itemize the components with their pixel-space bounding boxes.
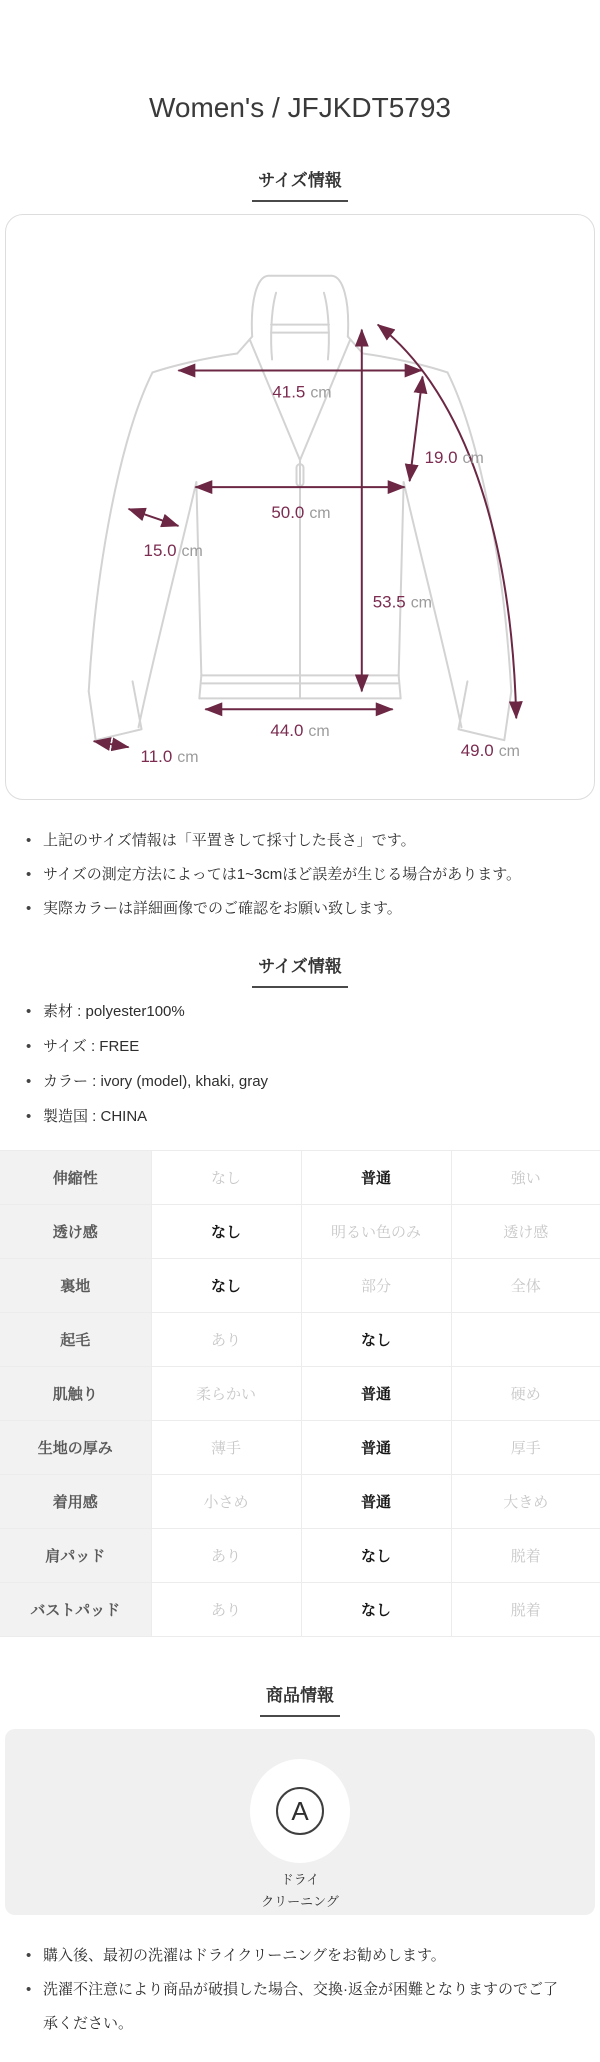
fit-option: 全体 (451, 1259, 600, 1313)
spec-info-header: サイズ情報 (252, 952, 348, 988)
fit-row-label: 裏地 (0, 1259, 151, 1313)
armhole-label: 19.0 cm (424, 448, 484, 468)
product-info-header: 商品情報 (260, 1681, 340, 1717)
fit-table-row (0, 1475, 600, 1529)
fit-option: 部分 (301, 1259, 451, 1313)
sleeve-opening-line (129, 509, 179, 526)
fit-option: あり (151, 1313, 301, 1367)
care-label-line2: クリーニング (261, 1894, 339, 1909)
spec-item: • 製造国 : CHINA (26, 1099, 566, 1134)
fit-option-selected: 普通 (301, 1475, 451, 1529)
shoulder-width-label: 41.5 cm (272, 382, 332, 402)
care-label-line1: ドライ (280, 1872, 320, 1887)
fit-table (0, 1150, 600, 1637)
armhole-line (410, 376, 423, 481)
fit-option: あり (151, 1529, 301, 1583)
fit-table-row (0, 1313, 600, 1367)
fit-row-label: 透け感 (0, 1205, 151, 1259)
fit-row-label: 起毛 (0, 1313, 151, 1367)
jacket-measurement-diagram (6, 215, 594, 799)
spec-item: • サイズ : FREE (26, 1029, 566, 1064)
cuff-width-label: 11.0 cm (140, 747, 199, 767)
spec-item: • カラー : ivory (model), khaki, gray (26, 1064, 566, 1099)
fit-option: 柔らかい (151, 1367, 301, 1421)
care-instruction-box (5, 1729, 595, 1915)
fit-option-selected: なし (151, 1259, 301, 1313)
fit-option: 透け感 (451, 1205, 600, 1259)
fit-row-label: 生地の厚み (0, 1421, 151, 1475)
fit-option (451, 1313, 600, 1367)
fit-option-selected: 普通 (301, 1151, 451, 1205)
fit-row-label: 伸縮性 (0, 1151, 151, 1205)
sleeve-opening-label: 15.0 cm (143, 540, 203, 560)
fit-option: 脱着 (451, 1583, 600, 1637)
fit-table-row (0, 1421, 600, 1475)
fit-option-selected: 普通 (301, 1421, 451, 1475)
size-info-header: サイズ情報 (252, 166, 348, 202)
cuff-width-line (94, 741, 129, 747)
fit-option: 小さめ (151, 1475, 301, 1529)
fit-table-row (0, 1367, 600, 1421)
fit-row-label: 着用感 (0, 1475, 151, 1529)
chest-width-label: 50.0 cm (271, 502, 331, 522)
total-length-label: 53.5 cm (372, 592, 432, 612)
fit-option: 強い (451, 1151, 600, 1205)
spec-item: • 素材 : polyester100% (26, 994, 566, 1029)
fit-option: なし (151, 1151, 301, 1205)
fit-option: あり (151, 1583, 301, 1637)
hem-width-label: 44.0 cm (270, 721, 330, 741)
fit-table-row (0, 1583, 600, 1637)
fit-table-row (0, 1259, 600, 1313)
fit-row-label: バストパッド (0, 1583, 151, 1637)
care-symbol-background (250, 1759, 350, 1863)
fit-row-label: 肩パッド (0, 1529, 151, 1583)
care-note-item: • 洗濯不注意により商品が破損した場合、交換·返金が困難となりますのでご了承ください。 (26, 1973, 566, 2041)
spec-list (0, 994, 600, 1134)
fit-table-row (0, 1151, 600, 1205)
page-title: Women's / JFJKDT5793 (148, 92, 452, 123)
fit-option: 薄手 (151, 1421, 301, 1475)
fit-table-row (0, 1205, 600, 1259)
fit-option-selected: 普通 (301, 1367, 451, 1421)
fit-table-row (0, 1529, 600, 1583)
fit-option: 脱着 (451, 1529, 600, 1583)
fit-option-selected: なし (301, 1313, 451, 1367)
care-note-item: • 購入後、最初の洗濯はドライクリーニングをお勧めします。 (26, 1939, 566, 1973)
fit-option: 明るい色のみ (301, 1205, 451, 1259)
care-label (5, 1869, 595, 1913)
fit-option: 硬め (451, 1367, 600, 1421)
fit-option: 大きめ (451, 1475, 600, 1529)
fit-option-selected: なし (301, 1529, 451, 1583)
fit-row-label: 肌触り (0, 1367, 151, 1421)
size-diagram-box (5, 214, 595, 800)
size-notes-list (0, 824, 600, 926)
care-symbol-letter: A (291, 1795, 309, 1826)
size-note-item: • サイズの測定方法によっては1~3cmほど誤差が生じる場合があります。 (26, 858, 566, 892)
care-notes-list (0, 1939, 600, 2041)
fit-option-selected: なし (151, 1205, 301, 1259)
size-note-item: • 実際カラーは詳細画像でのご確認をお願い致します。 (26, 892, 566, 926)
fit-option: 厚手 (451, 1421, 600, 1475)
size-note-item: • 上記のサイズ情報は「平置きして採寸した長さ」です。 (26, 824, 566, 858)
sleeve-length-label: 49.0 cm (460, 741, 520, 761)
fit-option-selected: なし (301, 1583, 451, 1637)
dry-cleaning-icon (276, 1787, 324, 1835)
